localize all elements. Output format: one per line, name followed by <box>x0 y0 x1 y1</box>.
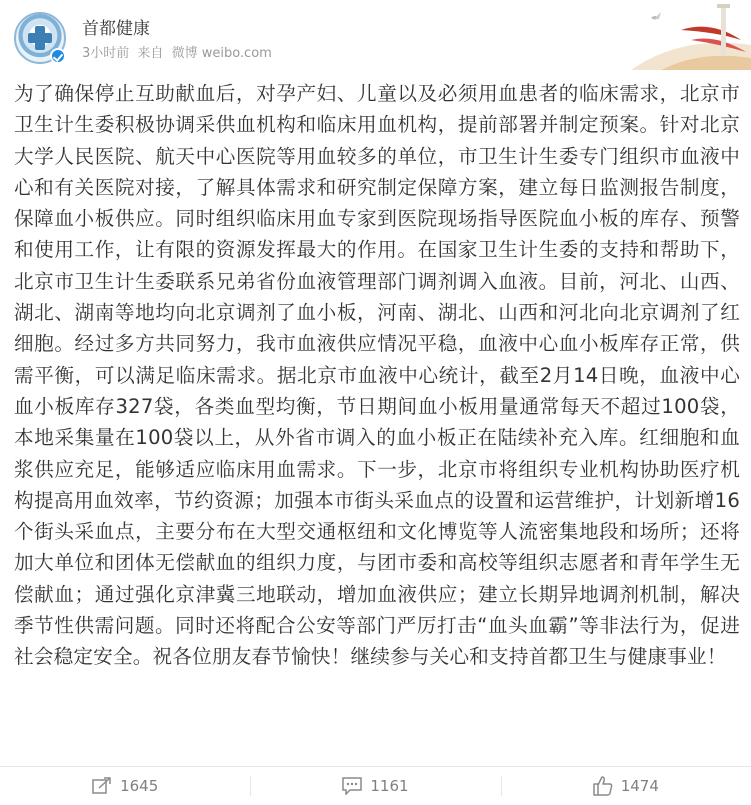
repost-count: 1645 <box>120 777 159 795</box>
post-source[interactable]: 微博 weibo.com <box>171 46 272 61</box>
comment-button[interactable] <box>250 767 500 805</box>
comment-icon <box>342 777 362 795</box>
like-button[interactable] <box>501 767 751 805</box>
source-prefix: 来自 <box>137 46 164 61</box>
comment-count: 1161 <box>370 777 409 795</box>
like-icon <box>593 776 613 796</box>
like-count: 1474 <box>620 777 659 795</box>
repost-icon <box>92 777 112 795</box>
repost-button[interactable] <box>0 767 250 805</box>
post-meta <box>82 42 276 61</box>
post-time[interactable]: 3小时前 <box>82 46 130 61</box>
header-decoration-icon <box>621 0 751 70</box>
author-name[interactable]: 首都健康 <box>82 19 150 39</box>
post-text: 为了确保停止互助献血后，对孕产妇、儿童以及必须用血患者的临床需求，北京市卫生计生委积极协调采供血机构和临床用血机构，提前部署并制定预案。针对北京大学人民医院、航天中心医院等用血较多的单位，市卫生计生委专门组织市血液中心和有关医院对接，了解具体需求和研究制定保障方案，建立每日监测报告制度，保障血小板供应。同时组织临床用血专家到医院现场指导医院血小板的库存、预警和使用工作，让有限的资源发挥最大的作用。在国家卫生计生委的支持和帮助下，北京市卫生计生委联系兄弟省份血液管理部门调剂调入血液。目前，河北、山西、湖北、湖南等地均向北京调剂了血小板，河南、湖北、山西和河北向北京调剂了红细胞。经过多方共同努力，我市血液供应情况平稳，血液中心血小板库存正常，供需平衡，可以满足临床需求。据北京市血液中心统计，截至2月14日晚，血液中心血小板库存327袋，各类血型均衡，节日期间血小板用量通常每天不超过100袋，本地采集量在100袋以上，从外省市调入的血小板正在陆续补充入库。红细胞和血浆供应充足，能够适应临床用血需求。下一步，北京市将组织专业机构协助医疗机构提高用血效率，节约资源；加强本市街头采血点的设置和运营维护，计划新增16个街头采血点，主要分布在大型交通枢纽和文化博览等人流密集地段和场所；还将加大单位和团体无偿献血的组织力度，与团市委和高校等组织志愿者和青年学生无偿献血；通过强化京津冀三地联动，增加血液供应；建立长期异地调剂机制，解决季节性供需问题。同时还将配合公安等部门严厉打击“血头血霸”等非法行为，促进社会稳定安全。祝各位朋友春节愉快！继续参与关心和支持首都卫生与健康事业！ <box>14 82 740 669</box>
avatar-logo-horizontal <box>28 33 52 43</box>
post-header <box>0 0 751 74</box>
verified-badge-icon <box>50 48 66 64</box>
action-bar <box>0 767 751 805</box>
